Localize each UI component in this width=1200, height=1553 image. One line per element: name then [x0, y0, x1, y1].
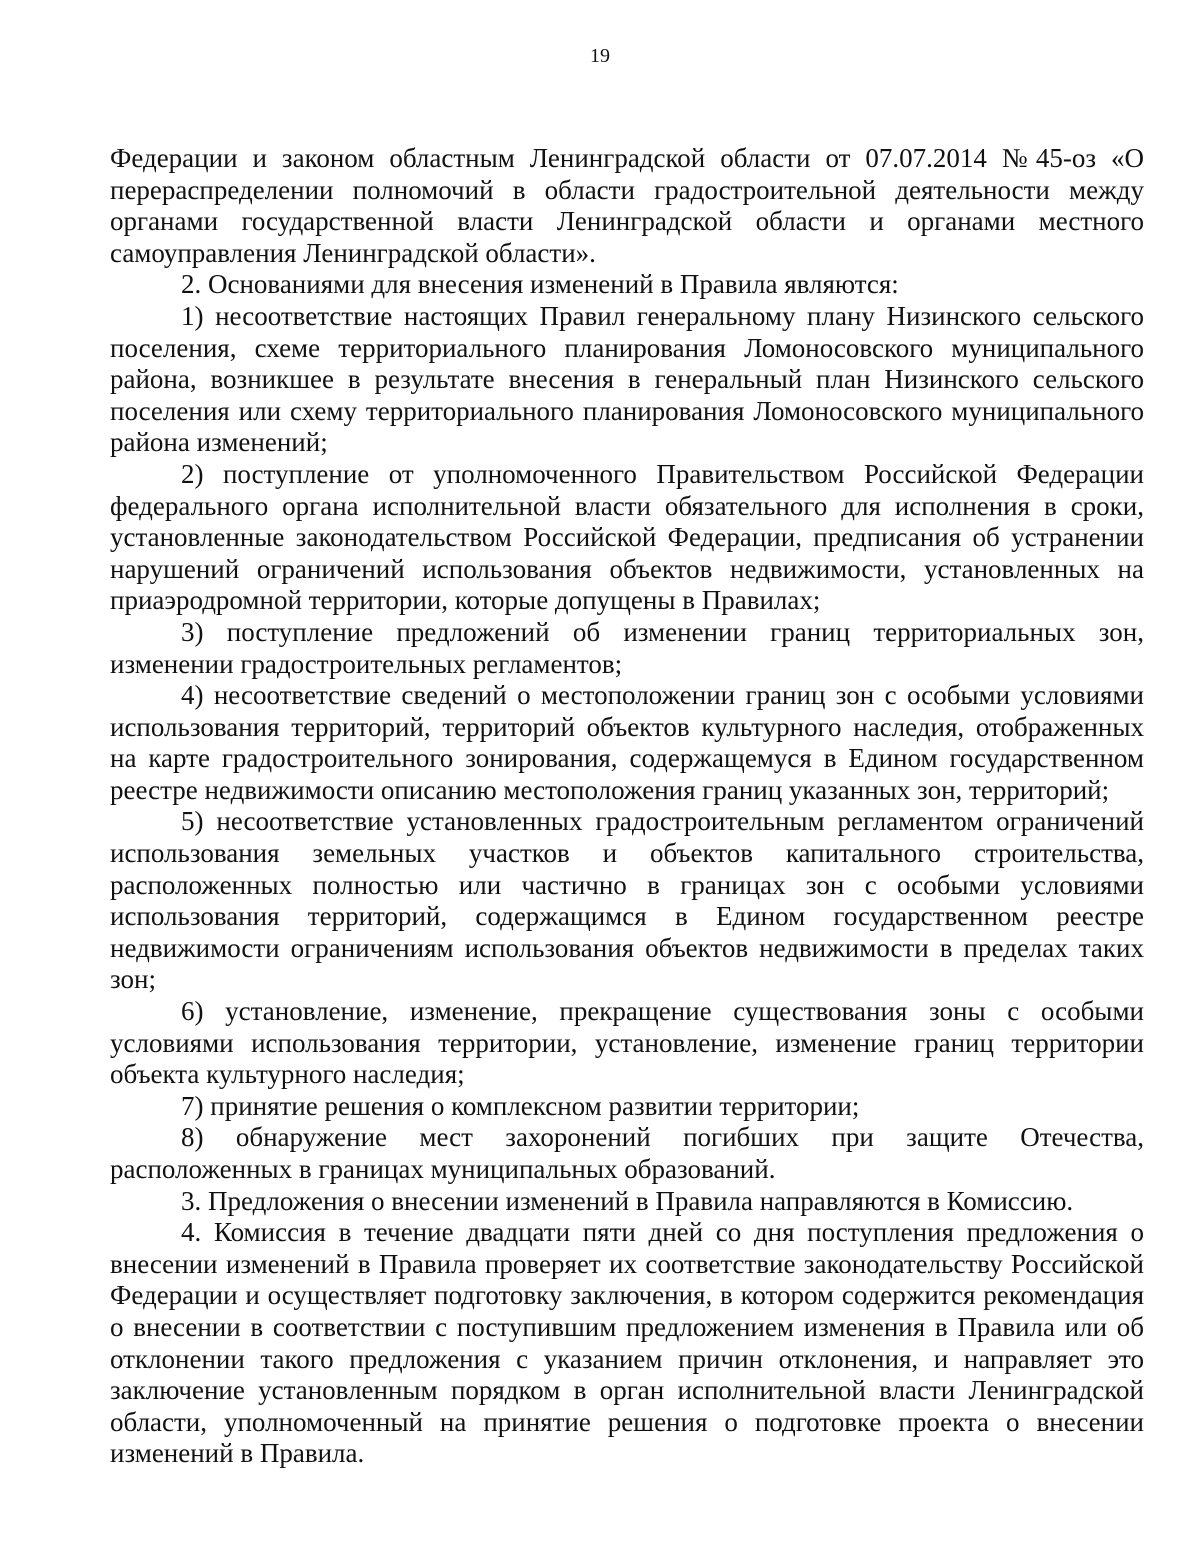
paragraph-continuation: Федерации и законом областным Ленинградской области от 07.07.2014 №45-оз «О перераспределении полномочий в области градостроительной деятельности между органами государственной власти Ленинградской области и органами местного самоуправления Ленинградской области». [110, 143, 1144, 268]
list-item-5: 5) несоответствие установленных градостроительным регламентом ограничений использования земельных участков и объектов капитального строительства, расположенных полностью или частично в границах зон с особыми условиями использования территорий, содержащимся в Едином государственном реестре недвижимости ограничениям использования объектов недвижимости в пределах таких зон; [110, 806, 1144, 995]
document-body [110, 143, 1144, 1470]
list-item-4: 4) несоответствие сведений о местоположении границ зон с особыми условиями использования территорий, территорий объектов культурного наследия, отображенных на карте градостроительного зонирования, содержащемуся в Едином государственном реестре недвижимости описанию местоположения границ указанных зон, территорий; [110, 680, 1144, 805]
paragraph-item-4: 4. Комиссия в течение двадцати пяти дней со дня поступления предложения о внесении изменений в Правила проверяет их соответствие законодательству Российской Федерации и осуществляет подготовку заключения, в котором содержится рекомендация о внесении в соответствии с поступившим предложением изменения в Правила или об отклонении такого предложения с указанием причин отклонения, и направляет это заключение установленным порядком в орган исполнительной власти Ленинградской области, уполномоченный на принятие решения о подготовке проекта о внесении изменений в Правила. [110, 1217, 1144, 1469]
list-item-8: 8) обнаружение мест захоронений погибших при защите Отечества, расположенных в границах муниципальных образований. [110, 1122, 1144, 1184]
list-item-1: 1) несоответствие настоящих Правил генеральному плану Низинского сельского поселения, схеме территориального планирования Ломоносовского муниципального района, возникшее в результате внесения в генеральный план Низинского сельского поселения или схему территориального планирования Ломоносовского муниципального района изменений; [110, 300, 1144, 458]
page-number: 19 [590, 45, 610, 67]
list-item-2: 2) поступление от уполномоченного Правительством Российской Федерации федерального органа исполнительной власти обязательного для исполнения в сроки, установленные законодательством Российской Федерации, предписания об устранении нарушений ограничений использования объектов недвижимости, установленных на приаэродромной территории, которые допущены в Правилах; [110, 458, 1144, 616]
paragraph-item-2: 2. Основаниями для внесения изменений в Правила являются: [181, 269, 899, 300]
list-item-6: 6) установление, изменение, прекращение существования зоны с особыми условиями использования территории, установление, изменение границ территории объекта культурного наследия; [110, 996, 1144, 1090]
list-item-7: 7) принятие решения о комплексном развитии территории; [181, 1090, 860, 1121]
list-item-3: 3) поступление предложений об изменении границ территориальных зон, изменении градостроительных регламентов; [110, 616, 1144, 679]
paragraph-item-3: 3. Предложения о внесении изменений в Правила направляются в Комиссию. [181, 1185, 1074, 1216]
